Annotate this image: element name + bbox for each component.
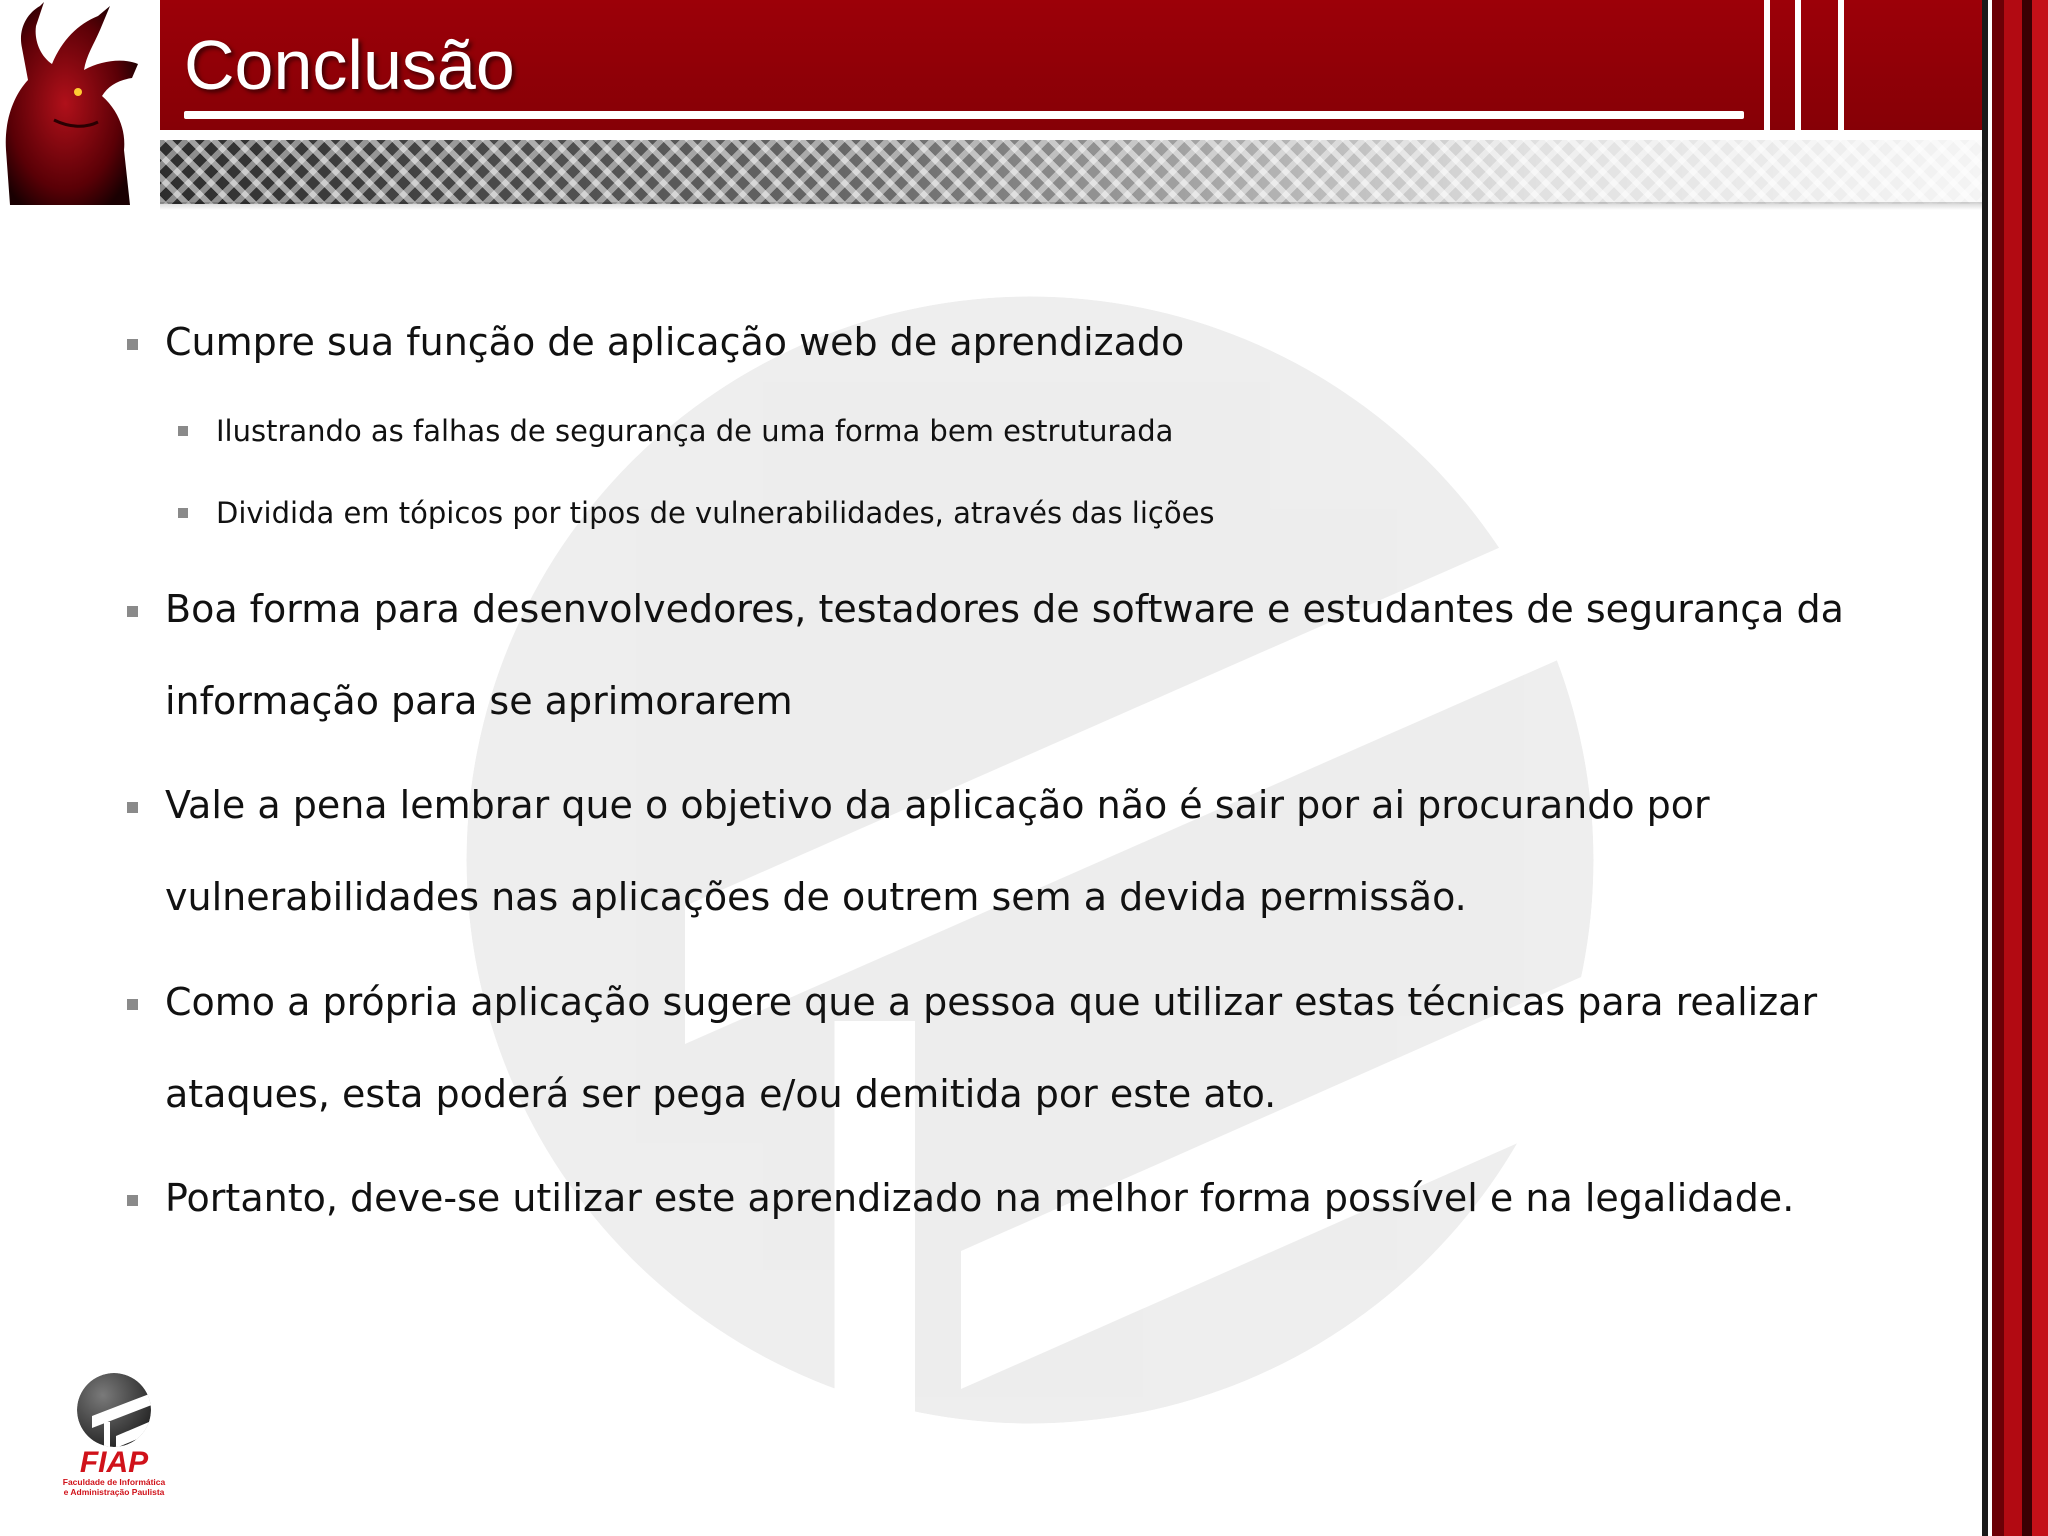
bullet-text: Vale a pena lembrar que o objetivo da aplicação não é sair por ai procurando por vulnerabilidades nas aplicações de outrem sem a devida permissão. <box>165 783 1710 919</box>
bullet-text: Boa forma para desenvolvedores, testadores de software e estudantes de segurança da informação para se aprimorarem <box>165 587 1844 723</box>
checkered-band <box>160 140 1982 204</box>
fiap-logo-subtitle-1: Faculdade de Informática <box>62 1477 166 1487</box>
right-decorative-edge <box>1982 0 2048 1536</box>
header-stripe <box>1764 0 1770 130</box>
bullet-item <box>165 296 1865 388</box>
bullet-text: Cumpre sua função de aplicação web de aprendizado <box>165 320 1185 364</box>
bullet-marker-icon <box>127 999 138 1010</box>
bullet-item <box>165 759 1865 943</box>
fiap-logo-subtitle-2: e Administração Paulista <box>63 1487 165 1497</box>
header-stripe <box>1838 0 1844 130</box>
goat-mascot-icon <box>0 0 160 205</box>
checkered-band-shadow <box>160 202 1982 210</box>
sub-bullet-item <box>216 488 1816 538</box>
bullet-marker-icon <box>127 606 138 617</box>
bullet-marker-icon <box>178 508 188 518</box>
bullet-text: Como a própria aplicação sugere que a pessoa que utilizar estas técnicas para realizar ataques, esta poderá ser pega e/ou demitida por este ato. <box>165 980 1818 1116</box>
bullet-marker-icon <box>127 802 138 813</box>
sub-bullet-item <box>216 406 1816 456</box>
slide-title: Conclusão <box>184 26 515 104</box>
bullet-text: Dividida em tópicos por tipos de vulnerabilidades, através das lições <box>216 496 1215 530</box>
bullet-item <box>165 956 1865 1140</box>
bullet-item <box>165 1152 1865 1244</box>
fiap-logo-name: FIAP <box>79 1446 149 1479</box>
title-underline <box>184 111 1744 119</box>
fiap-logo <box>36 1372 192 1498</box>
bullet-item <box>165 563 1865 747</box>
bullet-marker-icon <box>178 426 188 436</box>
bullet-text: Ilustrando as falhas de segurança de uma forma bem estruturada <box>216 414 1174 448</box>
bullet-text: Portanto, deve-se utilizar este aprendizado na melhor forma possível e na legalidade. <box>165 1176 1795 1220</box>
bullet-marker-icon <box>127 1195 138 1206</box>
header-stripe <box>1795 0 1801 130</box>
bullet-marker-icon <box>127 339 138 350</box>
